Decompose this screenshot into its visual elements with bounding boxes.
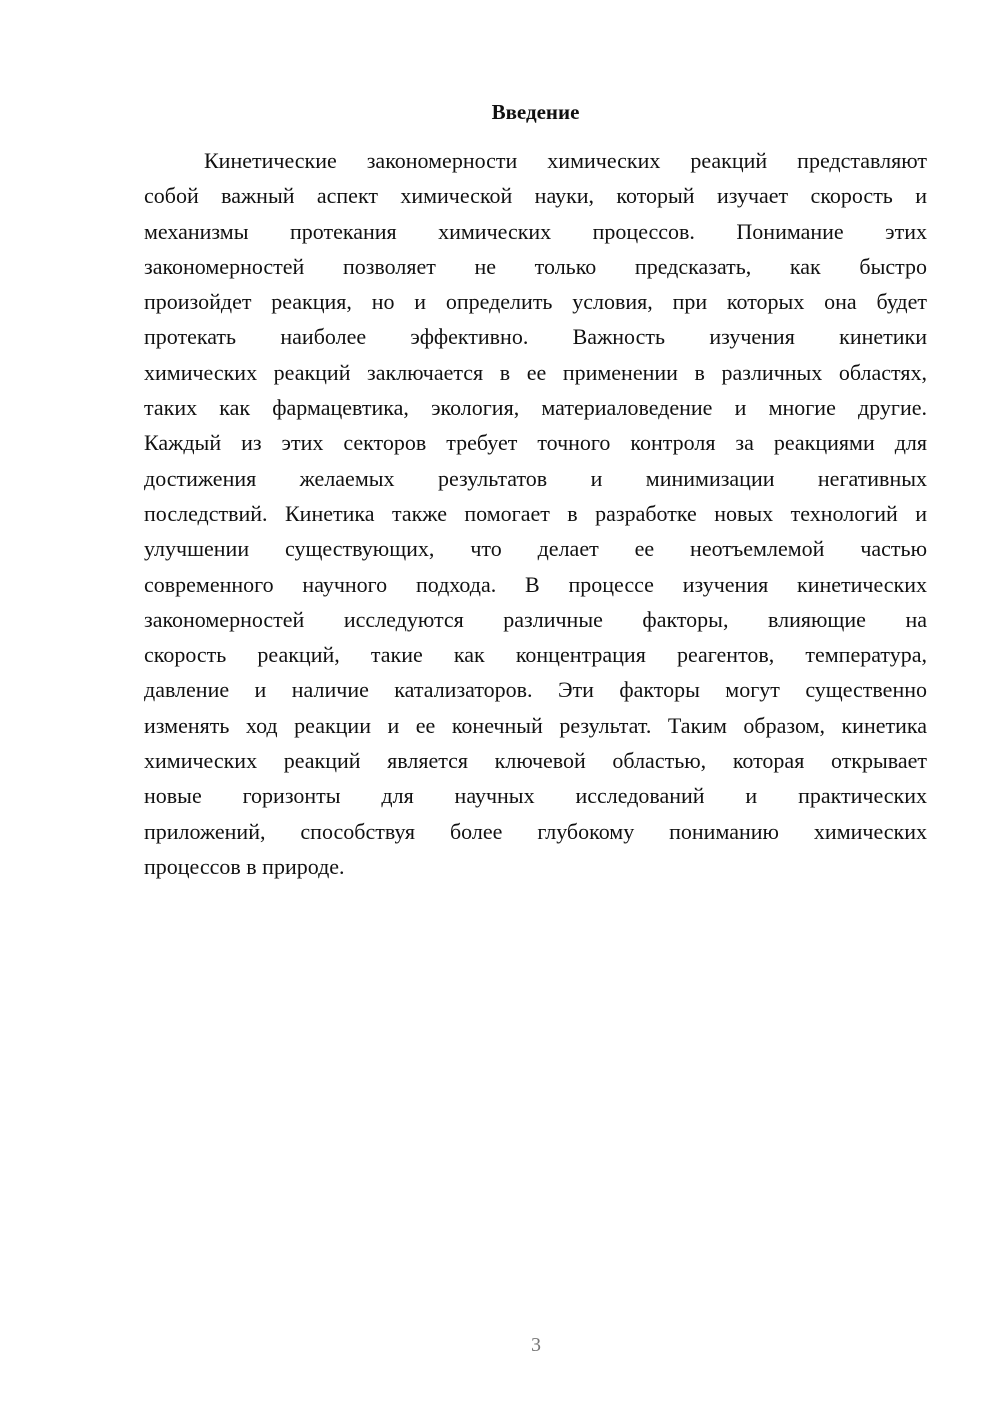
paragraph-line: собой важный аспект химической науки, который изучает скорость и — [144, 183, 927, 209]
paragraph-line: химических реакций заключается в ее применении в различных областях, — [144, 359, 927, 385]
paragraph-line: химических реакций является ключевой областью, которая открывает — [144, 748, 927, 774]
paragraph-line: современного научного подхода. В процессе изучения кинетических — [144, 571, 927, 597]
paragraph-line: закономерностей позволяет не только предсказать, как быстро — [144, 253, 927, 279]
paragraph-line: протекать наиболее эффективно. Важность изучения кинетики — [144, 324, 927, 350]
paragraph-line: закономерностей исследуются различные факторы, влияющие на — [144, 606, 927, 632]
page-number: 3 — [531, 1334, 541, 1356]
paragraph-line: процессов в природе. — [144, 853, 345, 879]
paragraph-line: улучшении существующих, что делает ее неотъемлемой частью — [144, 536, 927, 562]
paragraph-line: давление и наличие катализаторов. Эти факторы могут существенно — [144, 677, 927, 703]
paragraph-line: достижения желаемых результатов и минимизации негативных — [144, 465, 927, 491]
paragraph-line: произойдет реакция, но и определить условия, при которых она будет — [144, 289, 927, 315]
paragraph-line: последствий. Кинетика также помогает в разработке новых технологий и — [144, 500, 927, 526]
paragraph-line: изменять ход реакции и ее конечный результат. Таким образом, кинетика — [144, 712, 927, 738]
paragraph-line: Кинетические закономерности химических реакций представляют — [204, 148, 927, 173]
paragraph-line: Каждый из этих секторов требует точного контроля за реакциями для — [144, 430, 927, 456]
paragraph-line: таких как фармацевтика, экология, материаловедение и многие другие. — [144, 395, 927, 421]
body-paragraph — [144, 143, 927, 884]
paragraph-line: скорость реакций, такие как концентрация реагентов, температура, — [144, 642, 927, 668]
paragraph-line: приложений, способствуя более глубокому пониманию химических — [144, 818, 927, 844]
paragraph-line: новые горизонты для научных исследований и практических — [144, 783, 927, 809]
section-heading: Введение — [491, 100, 580, 124]
paragraph-line: механизмы протекания химических процессов. Понимание этих — [144, 218, 927, 244]
